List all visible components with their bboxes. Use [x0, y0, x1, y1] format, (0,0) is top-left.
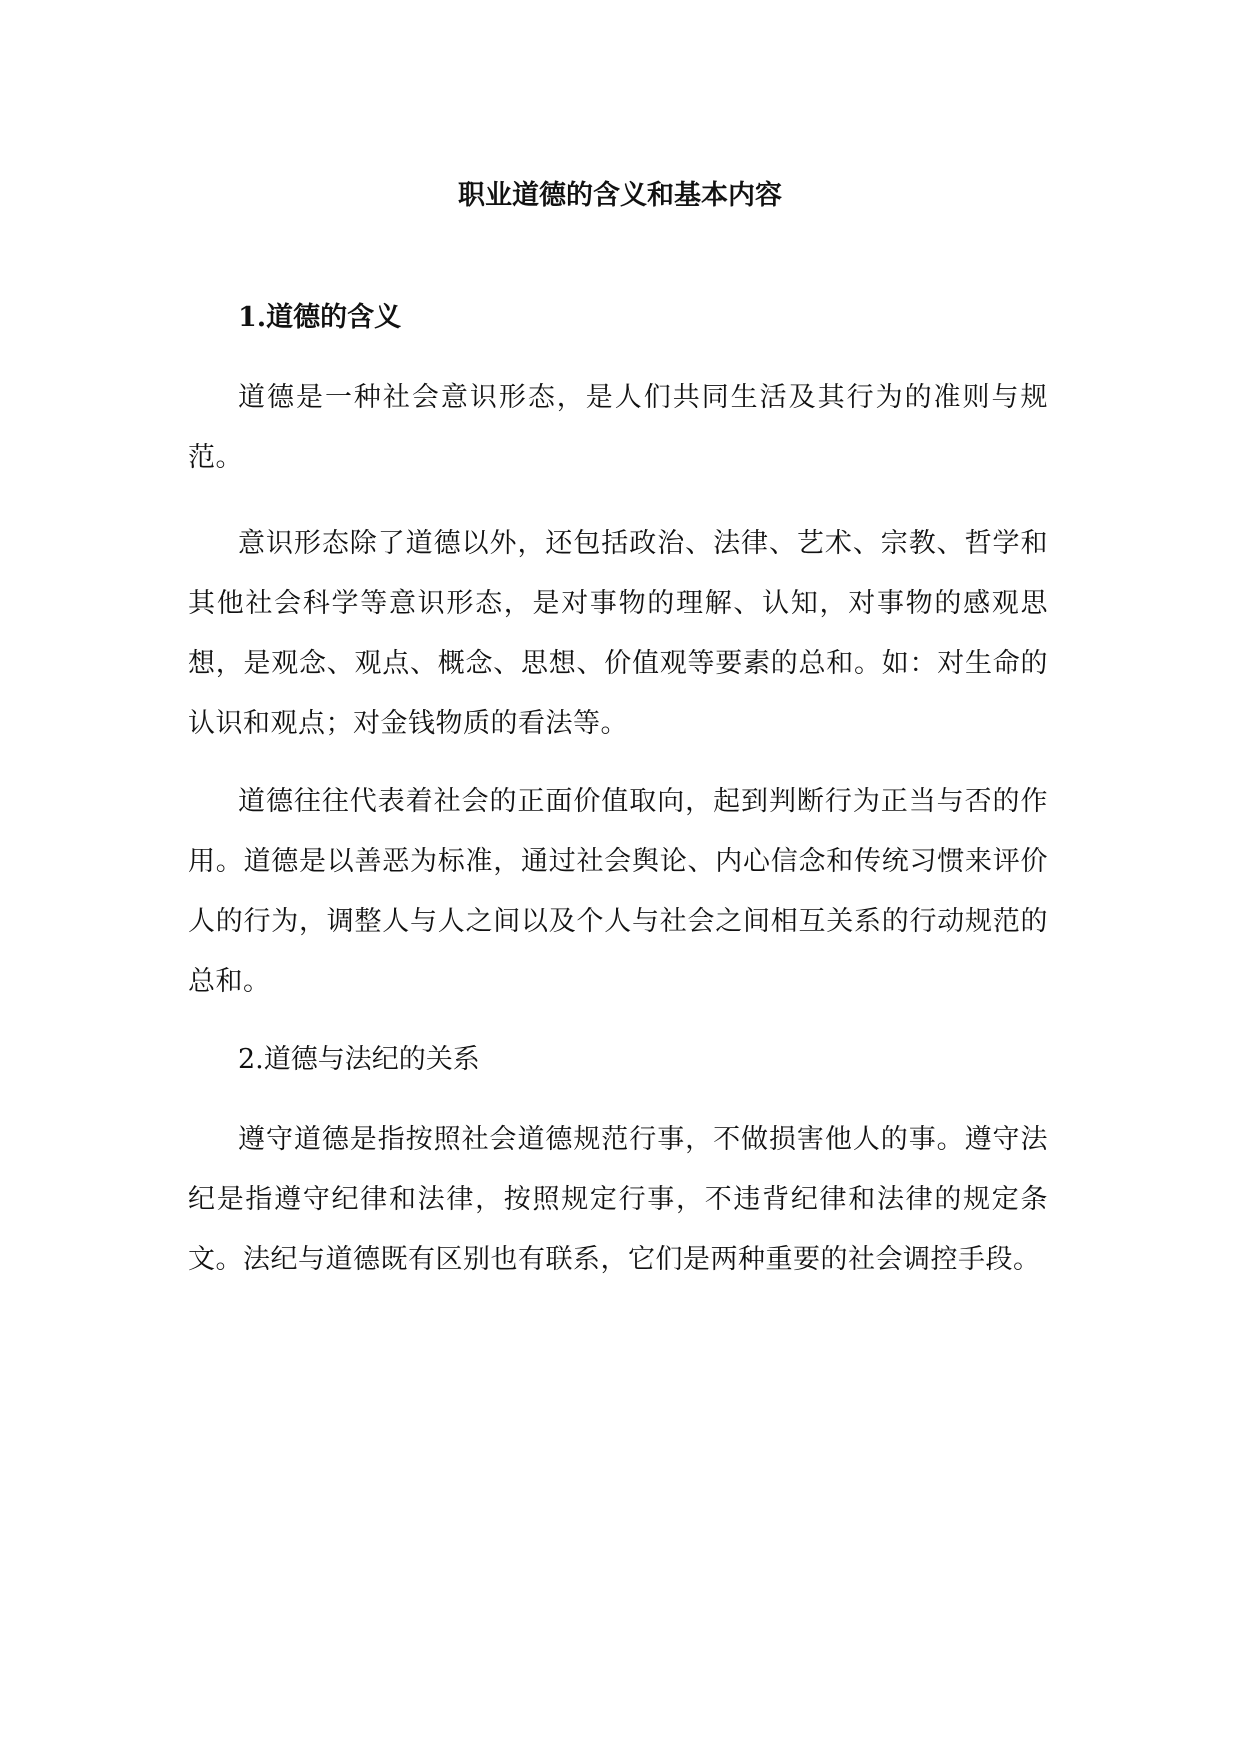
section-1-paragraph-3: 道德往往代表着社会的正面价值取向，起到判断行为正当与否的作用。道德是以善恶为标准，通过社会舆论、内心信念和传统习惯来评价人的行为，调整人与人之间以及个人与社会之间相互关系的行动规范的总和。	[188, 786, 1048, 997]
section-1-paragraph-1: 道德是一种社会意识形态，是人们共同生活及其行为的准则与规范。	[188, 382, 1048, 473]
document-title: 职业道德的含义和基本内容	[458, 180, 782, 211]
section-1-heading: 1.道德的含义	[238, 302, 402, 333]
section-2-heading: 2.道德与法纪的关系	[238, 1044, 480, 1075]
section-2-paragraph-1: 遵守道德是指按照社会道德规范行事，不做损害他人的事。遵守法纪是指遵守纪律和法律，按照规定行事，不违背纪律和法律的规定条文。法纪与道德既有区别也有联系，它们是两种重要的社会调控手段。	[188, 1124, 1048, 1275]
section-1-paragraph-2: 意识形态除了道德以外，还包括政治、法律、艺术、宗教、哲学和其他社会科学等意识形态，是对事物的理解、认知，对事物的感观思想，是观念、观点、概念、思想、价值观等要素的总和。如：对生命的认识和观点；对金钱物质的看法等。	[188, 528, 1048, 739]
